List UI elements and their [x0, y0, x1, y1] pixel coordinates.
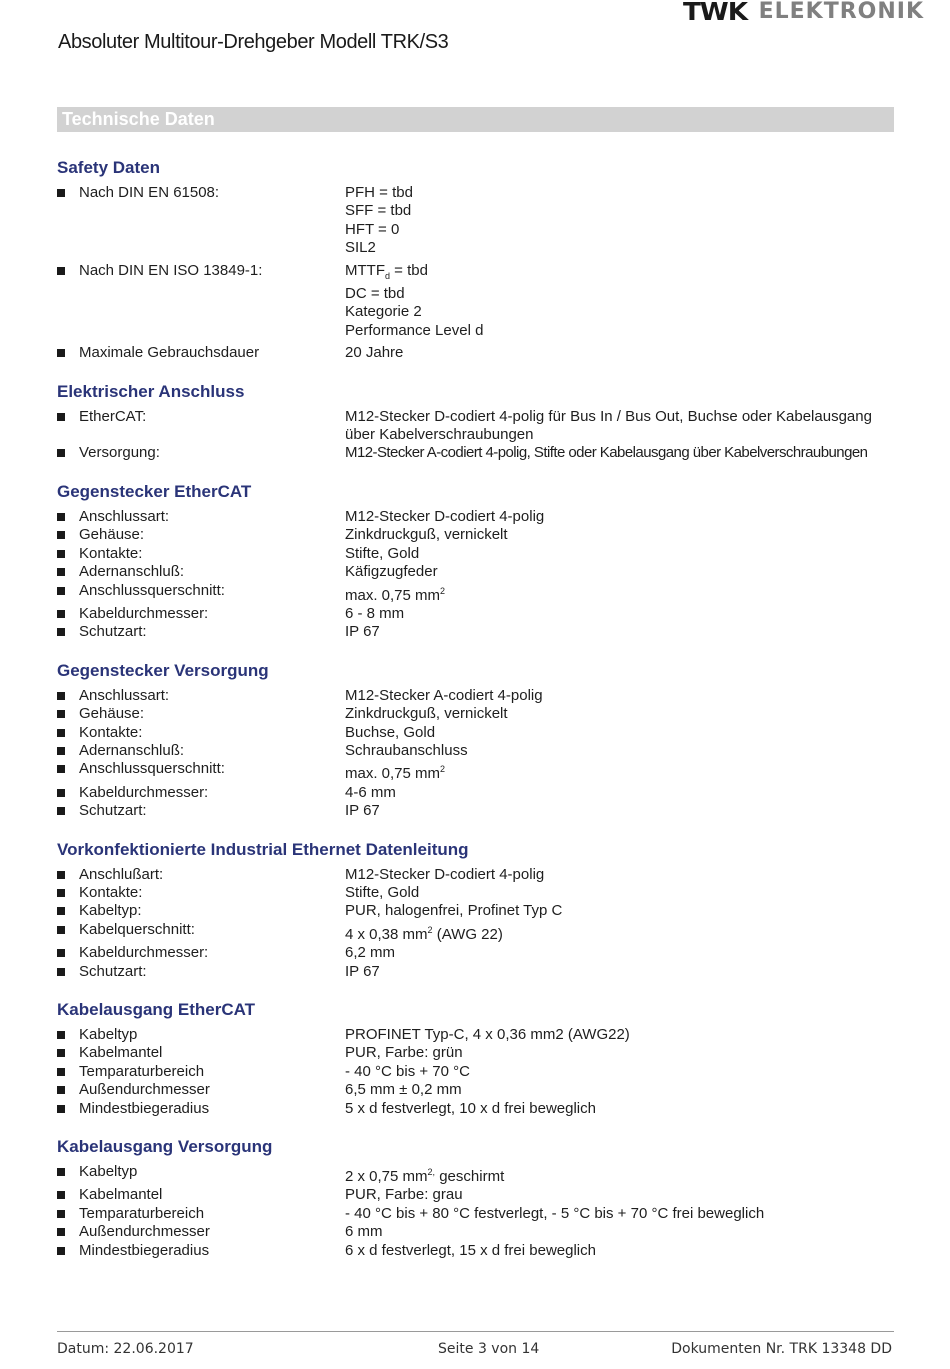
- spec-value-mttf: [345, 262, 897, 285]
- spec-value-text: PUR, Farbe: grau: [345, 1186, 463, 1204]
- spec-row: [57, 1186, 897, 1204]
- bullet-icon: [57, 1105, 65, 1113]
- spec-label: Schutzart:: [79, 623, 147, 641]
- mttf-subscript: d: [384, 270, 390, 281]
- spec-value-text: 2 x 0,75 mm: [345, 1168, 428, 1186]
- spec-value-text: IP 67: [345, 623, 380, 641]
- spec-row: [57, 563, 897, 581]
- spec-value: [345, 1163, 897, 1186]
- spec-value-text: 6,5 mm ± 0,2 mm: [345, 1081, 462, 1099]
- spec-value-line: [345, 921, 897, 944]
- group-kabelausgang-versorgung: [57, 1135, 897, 1260]
- spec-value-line: [345, 1081, 897, 1099]
- spec-row: [57, 705, 897, 723]
- spec-value-line: [345, 1063, 897, 1081]
- spec-value-text: 6 mm: [345, 1223, 383, 1241]
- spec-value: [345, 724, 897, 742]
- spec-label: Kontakte:: [79, 723, 143, 741]
- spec-value-line: [345, 944, 897, 962]
- spec-value: [345, 582, 897, 605]
- spec-row: [57, 1242, 897, 1260]
- spec-label: Mindestbiegeradius: [79, 1099, 210, 1117]
- spec-label: Kabeldurchmesser:: [79, 944, 209, 962]
- bullet-icon: [57, 907, 65, 915]
- spec-value-line: [345, 526, 897, 544]
- spec-value-text: 5 x d festverlegt, 10 x d frei beweglich: [345, 1099, 596, 1117]
- footer-date: Datum: 22.06.2017: [57, 1341, 194, 1357]
- bullet-icon: [57, 1068, 65, 1076]
- bullet-icon: [57, 871, 65, 879]
- group-kabelausgang-ethercat: [57, 998, 897, 1118]
- spec-label: Anschlussquerschnitt:: [79, 581, 225, 599]
- spec-content: [57, 156, 897, 1277]
- bullet-icon: [57, 1210, 65, 1218]
- spec-values: [345, 184, 897, 258]
- spec-value-line: [345, 1186, 897, 1204]
- spec-value: HFT = 0: [345, 220, 400, 238]
- spec-value: [345, 1063, 897, 1081]
- spec-label: Außendurchmesser: [79, 1223, 210, 1241]
- spec-label: Kontakte:: [79, 544, 143, 562]
- spec-label: Gehäuse:: [79, 705, 145, 723]
- spec-row: [57, 262, 897, 341]
- group-safety: [57, 156, 897, 363]
- group-title-elektrisch: Elektrischer Anschluss: [57, 381, 245, 401]
- bullet-icon: [57, 1086, 65, 1094]
- spec-value: [345, 963, 897, 981]
- spec-values: [345, 344, 897, 362]
- spec-value-line: [345, 605, 897, 623]
- spec-value-line: [345, 802, 897, 820]
- bullet-icon: [57, 531, 65, 539]
- spec-label: Anschlußart:: [79, 865, 164, 883]
- spec-row: [57, 884, 897, 902]
- spec-label: Kabelmantel: [79, 1186, 163, 1204]
- bullet-icon: [57, 889, 65, 897]
- bullet-icon: [57, 765, 65, 773]
- spec-value-suffix: geschirmt: [435, 1168, 505, 1186]
- spec-row: [57, 921, 897, 944]
- spec-value-text: - 40 °C bis + 80 °C festverlegt, - 5 °C bis + 70 °C frei beweglich: [345, 1204, 765, 1222]
- spec-value-text: 4 x 0,38 mm: [345, 925, 428, 943]
- spec-value: Kategorie 2: [345, 303, 422, 321]
- bullet-icon: [57, 189, 65, 197]
- bullet-icon: [57, 1247, 65, 1255]
- spec-value: [345, 1100, 897, 1118]
- bullet-icon: [57, 1168, 65, 1176]
- spec-value: SFF = tbd: [345, 202, 412, 220]
- spec-row: [57, 944, 897, 962]
- spec-row: [57, 545, 897, 563]
- spec-value: [345, 784, 897, 802]
- group-title-kabel-ethercat: Kabelausgang EtherCAT: [57, 1000, 256, 1019]
- spec-rows: [57, 508, 897, 642]
- spec-value: [345, 1205, 897, 1223]
- spec-value-text: M12-Stecker D-codiert 4-polig: [345, 865, 545, 883]
- spec-label: Gehäuse:: [79, 526, 145, 544]
- bullet-icon: [57, 267, 65, 275]
- spec-value-line: [345, 1242, 897, 1260]
- bullet-icon: [57, 449, 65, 457]
- spec-value: [345, 508, 897, 526]
- spec-row: [57, 902, 897, 920]
- spec-value-text: 4-6 mm: [345, 783, 396, 801]
- spec-row: [57, 508, 897, 526]
- spec-value-line: [345, 1044, 897, 1062]
- spec-rows: [57, 687, 897, 821]
- bullet-icon: [57, 413, 65, 421]
- spec-label: Kontakte:: [79, 883, 143, 901]
- spec-row: [57, 760, 897, 783]
- company-logo: [682, 0, 924, 26]
- spec-value-text: Zinkdruckguß, vernickelt: [345, 705, 508, 723]
- spec-value-text: PUR, Farbe: grün: [345, 1044, 463, 1062]
- spec-value-superscript: 2: [440, 764, 446, 775]
- spec-value-text: 6,2 mm: [345, 944, 396, 962]
- spec-value: DC = tbd: [345, 285, 405, 303]
- spec-value: [345, 802, 897, 820]
- logo-twk: TWK: [682, 0, 747, 26]
- spec-value: [345, 866, 897, 884]
- spec-value-line: [345, 1163, 897, 1186]
- spec-label: Temparaturbereich: [79, 1062, 205, 1080]
- spec-value: [345, 1223, 897, 1241]
- spec-label: Versorgung:: [79, 444, 160, 462]
- spec-value: M12-Stecker D-codiert 4-polig für Bus In / Bus Out, Buchse oder Kabelausgang: [345, 407, 872, 425]
- bullet-icon: [57, 747, 65, 755]
- spec-label: Adernanschluß:: [79, 563, 185, 581]
- spec-value: [345, 545, 897, 563]
- group-title-kabel-versorgung: Kabelausgang Versorgung: [57, 1137, 273, 1157]
- spec-label: Kabelquerschnitt:: [79, 920, 195, 938]
- spec-value: [345, 1186, 897, 1204]
- spec-value: [345, 687, 897, 705]
- spec-value: Performance Level d: [345, 321, 484, 339]
- spec-value: [345, 563, 897, 581]
- spec-row: [57, 582, 897, 605]
- spec-value-superscript: 2: [427, 924, 433, 935]
- group-gegenstecker-versorgung: [57, 659, 897, 821]
- spec-value-text: IP 67: [345, 962, 380, 980]
- group-title-gegen-ethercat: Gegenstecker EtherCAT: [57, 481, 252, 501]
- spec-row: [57, 866, 897, 884]
- spec-label: Kabeltyp: [79, 1026, 138, 1043]
- spec-row: [57, 623, 897, 641]
- spec-row: [57, 1163, 897, 1186]
- spec-rows: [57, 1163, 897, 1260]
- spec-value-text: PROFINET Typ-C, 4 x 0,36 mm2 (AWG22): [345, 1026, 630, 1043]
- spec-value-text: IP 67: [345, 802, 380, 820]
- spec-row: [57, 344, 897, 362]
- group-vorkonfektionierte-datenleitung: [57, 838, 897, 981]
- spec-value: [345, 884, 897, 902]
- spec-value: [345, 760, 897, 783]
- spec-value-text: M12-Stecker A-codiert 4-polig: [345, 686, 543, 704]
- spec-value: [345, 605, 897, 623]
- spec-label: Mindestbiegeradius: [79, 1241, 210, 1259]
- spec-value-suffix: (AWG 22): [432, 925, 503, 943]
- spec-values: [345, 444, 897, 462]
- spec-value-text: 6 - 8 mm: [345, 604, 405, 622]
- spec-row: [57, 605, 897, 623]
- spec-row: [57, 1223, 897, 1241]
- spec-label: Maximale Gebrauchsdauer: [79, 344, 260, 362]
- spec-label: Schutzart:: [79, 962, 147, 980]
- spec-value: [345, 623, 897, 641]
- spec-value-text: Buchse, Gold: [345, 723, 436, 741]
- bullet-icon: [57, 628, 65, 636]
- spec-value-text: Stifte, Gold: [345, 883, 420, 901]
- bullet-icon: [57, 587, 65, 595]
- spec-value: 20 Jahre: [345, 344, 404, 362]
- bullet-icon: [57, 807, 65, 815]
- spec-value: [345, 742, 897, 760]
- spec-value: [345, 921, 897, 944]
- bullet-icon: [57, 550, 65, 558]
- spec-label: Adernanschluß:: [79, 741, 185, 759]
- spec-value-text: Zinkdruckguß, vernickelt: [345, 526, 508, 544]
- spec-value: M12-Stecker A-codiert 4-polig, Stifte oder Kabelausgang über Kabelverschraubungen: [345, 444, 868, 462]
- mttf-text: MTTF: [345, 261, 385, 279]
- spec-value: [345, 705, 897, 723]
- spec-value-line: [345, 508, 897, 526]
- page-footer: [57, 1341, 894, 1361]
- spec-value-superscript: 2,: [427, 1167, 436, 1178]
- bullet-icon: [57, 1049, 65, 1057]
- group-gegenstecker-ethercat: [57, 480, 897, 642]
- bullet-icon: [57, 789, 65, 797]
- spec-value: [345, 1081, 897, 1099]
- spec-value-line: [345, 545, 897, 563]
- spec-value-line: [345, 1100, 897, 1118]
- bullet-icon: [57, 513, 65, 521]
- spec-value: [345, 1242, 897, 1260]
- bullet-icon: [57, 349, 65, 357]
- spec-value: über Kabelverschraubungen: [345, 426, 534, 444]
- spec-value-line: [345, 866, 897, 884]
- spec-value-line: [345, 705, 897, 723]
- footer-page-number: Seite 3 von 14: [438, 1341, 540, 1357]
- bullet-icon: [57, 949, 65, 957]
- spec-row: [57, 1100, 897, 1118]
- spec-value-line: [345, 1205, 897, 1223]
- spec-row: [57, 184, 897, 258]
- spec-value-text: PUR, halogenfrei, Profinet Typ C: [345, 902, 563, 920]
- spec-value: PFH = tbd: [345, 184, 413, 201]
- spec-row: [57, 1081, 897, 1099]
- bullet-icon: [57, 1031, 65, 1039]
- spec-label: EtherCAT:: [79, 407, 147, 425]
- spec-row: [57, 742, 897, 760]
- spec-label: Anschlussquerschnitt:: [79, 760, 225, 778]
- spec-label: Nach DIN EN 61508:: [79, 184, 220, 201]
- spec-value-line: [345, 884, 897, 902]
- spec-rows: [57, 1026, 897, 1118]
- spec-value-line: [345, 760, 897, 783]
- bullet-icon: [57, 926, 65, 934]
- spec-value-line: [345, 902, 897, 920]
- spec-values: [345, 408, 897, 445]
- document-title: Absoluter Multitour-Drehgeber Modell TRK/S3: [58, 31, 449, 53]
- group-title-gegen-versorgung: Gegenstecker Versorgung: [57, 660, 269, 680]
- spec-row: [57, 408, 897, 445]
- spec-row: [57, 1205, 897, 1223]
- footer-divider: [57, 1331, 894, 1332]
- spec-value-line: [345, 784, 897, 802]
- logo-elektronik: ELEKTRONIK: [758, 0, 924, 24]
- bullet-icon: [57, 968, 65, 976]
- spec-label: Kabeldurchmesser:: [79, 783, 209, 801]
- spec-label: Anschlussart:: [79, 686, 170, 704]
- spec-label: Nach DIN EN ISO 13849-1:: [79, 261, 263, 279]
- spec-value-line: [345, 582, 897, 605]
- spec-value-line: [345, 1223, 897, 1241]
- spec-label: Kabeltyp: [79, 1163, 138, 1181]
- spec-value-superscript: 2: [440, 585, 446, 596]
- spec-value: [345, 944, 897, 962]
- spec-value-line: [345, 1026, 897, 1044]
- section-header-bar: [57, 107, 894, 132]
- group-title-safety: Safety Daten: [57, 158, 160, 177]
- spec-label: Kabeltyp:: [79, 902, 142, 920]
- spec-row: [57, 802, 897, 820]
- bullet-icon: [57, 692, 65, 700]
- spec-row: [57, 687, 897, 705]
- spec-label: Kabeldurchmesser:: [79, 604, 209, 622]
- spec-value-line: [345, 963, 897, 981]
- spec-label: Temparaturbereich: [79, 1204, 205, 1222]
- bullet-icon: [57, 610, 65, 618]
- spec-value-text: M12-Stecker D-codiert 4-polig: [345, 507, 545, 525]
- spec-value-text: 6 x d festverlegt, 15 x d frei beweglich: [345, 1241, 596, 1259]
- spec-value-text: - 40 °C bis + 70 °C: [345, 1062, 470, 1080]
- spec-value: [345, 902, 897, 920]
- bullet-icon: [57, 729, 65, 737]
- spec-value-text: Schraubanschluss: [345, 741, 468, 759]
- spec-value: SIL2: [345, 239, 376, 257]
- spec-rows: [57, 866, 897, 981]
- spec-value: [345, 526, 897, 544]
- mttf-value: = tbd: [390, 261, 428, 279]
- bullet-icon: [57, 1191, 65, 1199]
- spec-row: [57, 1044, 897, 1062]
- bullet-icon: [57, 1228, 65, 1236]
- spec-value-text: max. 0,75 mm: [345, 765, 441, 783]
- spec-row: [57, 724, 897, 742]
- footer-document-number: Dokumenten Nr. TRK 13348 DD: [671, 1341, 892, 1357]
- spec-value-text: max. 0,75 mm: [345, 586, 441, 604]
- spec-value-text: Käfigzugfeder: [345, 563, 438, 581]
- bullet-icon: [57, 568, 65, 576]
- spec-row: [57, 1063, 897, 1081]
- spec-label: Außendurchmesser: [79, 1081, 210, 1099]
- spec-row: [57, 444, 897, 462]
- group-elektrischer-anschluss: [57, 380, 897, 463]
- section-title: Technische Daten: [62, 109, 215, 129]
- spec-value-text: Stifte, Gold: [345, 544, 420, 562]
- spec-row: [57, 526, 897, 544]
- spec-row: [57, 784, 897, 802]
- spec-row: [57, 963, 897, 981]
- spec-value: [345, 1026, 897, 1044]
- spec-label: Anschlussart:: [79, 507, 170, 525]
- spec-value-line: [345, 623, 897, 641]
- spec-label: Schutzart:: [79, 802, 147, 820]
- spec-value: [345, 1044, 897, 1062]
- spec-value-line: [345, 687, 897, 705]
- spec-label: Kabelmantel: [79, 1044, 163, 1062]
- spec-value-line: [345, 724, 897, 742]
- spec-row: [57, 1026, 897, 1044]
- spec-values: [345, 262, 897, 341]
- spec-value-line: [345, 742, 897, 760]
- spec-value-line: [345, 563, 897, 581]
- group-title-vorkonf: Vorkonfektionierte Industrial Ethernet Datenleitung: [57, 839, 469, 859]
- bullet-icon: [57, 710, 65, 718]
